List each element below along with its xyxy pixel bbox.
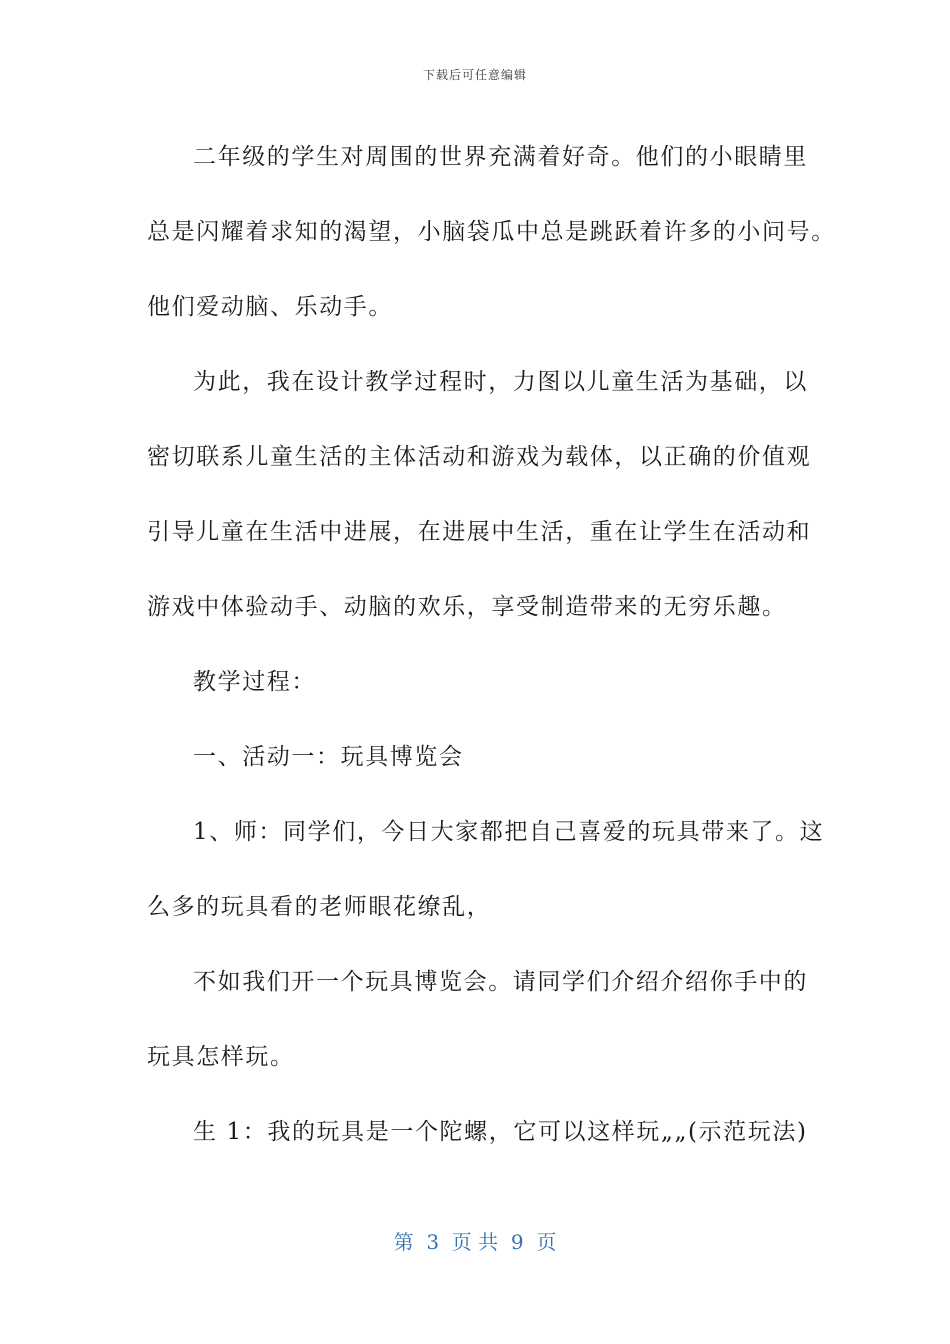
document-body <box>147 120 836 1170</box>
paragraph-line: 引导儿童在生活中进展，在进展中生活，重在让学生在活动和 <box>147 519 812 545</box>
section-heading: 教学过程： <box>193 669 316 695</box>
page-number-footer: 第 3 页 共 9 页 <box>393 1230 557 1254</box>
paragraph-line: 么多的玩具看的老师眼花缭乱， <box>147 894 492 920</box>
paragraph-line: 不如我们开一个玩具博览会。请同学们介绍介绍你手中的 <box>193 969 808 995</box>
page-header: 下载后可任意编辑 <box>422 68 527 82</box>
paragraph-line: 游戏中体验动手、动脑的欢乐，享受制造带来的无穷乐趣。 <box>147 594 787 620</box>
paragraph-line: 总是闪耀着求知的渴望，小脑袋瓜中总是跳跃着许多的小问号。 <box>147 219 836 245</box>
paragraph-line: 密切联系儿童生活的主体活动和游戏为载体，以正确的价值观 <box>147 444 812 470</box>
paragraph-line: 生 1：我的玩具是一个陀螺，它可以这样玩„„(示范玩法) <box>193 1119 808 1145</box>
paragraph-line: 二年级的学生对周围的世界充满着好奇。他们的小眼睛里 <box>193 144 808 170</box>
paragraph-line: 1、师：同学们，今日大家都把自己喜爱的玩具带来了。这 <box>193 819 825 845</box>
paragraph-line: 为此，我在设计教学过程时，力图以儿童生活为基础，以 <box>193 369 808 395</box>
paragraph-line: 玩具怎样玩。 <box>147 1044 295 1070</box>
paragraph-line: 他们爱动脑、乐动手。 <box>147 294 393 320</box>
section-heading: 一、活动一：玩具博览会 <box>193 744 464 770</box>
